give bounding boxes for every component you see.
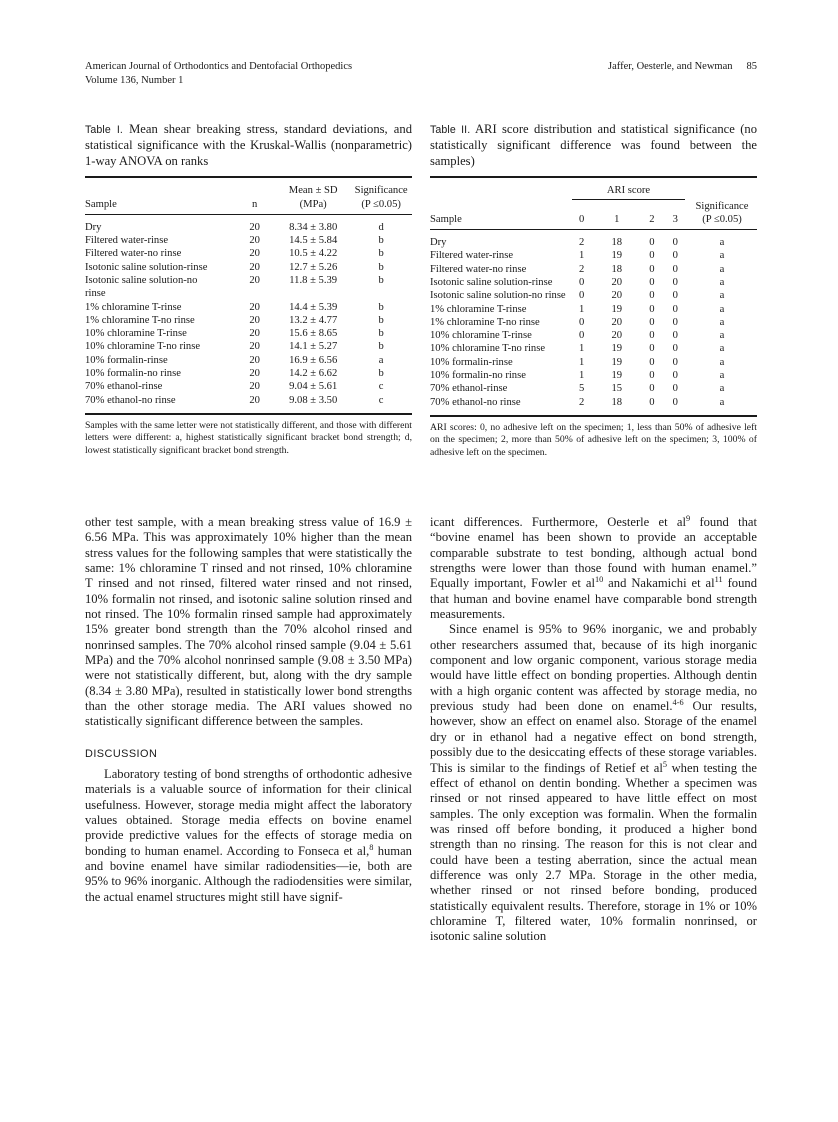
table-2-cell-significance: a xyxy=(719,303,725,315)
table-row xyxy=(85,301,412,314)
table-2-cell-score-0: 1 xyxy=(579,303,585,315)
right-para-1-b: found that “bovine enamel has been shown to provide an acceptable comparable substrate to test bonding, although actual bond strengths were lower than those found with human enamel.” Equally important, Fowler et al xyxy=(430,515,757,591)
table-2-cell-score-2: 0 xyxy=(649,330,655,342)
table-1-cell-mean: 11.8 ± 5.39 xyxy=(289,275,338,286)
citation-8: 8 xyxy=(369,842,374,852)
table-2-cell-score-3: 0 xyxy=(672,316,678,328)
table-1-cell-mean: 8.34 ± 3.80 xyxy=(289,221,338,233)
table-2-cell-score-2: 0 xyxy=(649,237,655,249)
table-1-cell-n: 20 xyxy=(249,221,260,233)
column-left xyxy=(85,122,412,904)
table-2-cell-score-2: 0 xyxy=(649,277,655,288)
table-2-cell-score-1: 18 xyxy=(611,237,623,249)
table-2-cell-score-1: 15 xyxy=(611,383,623,395)
section-heading-discussion: DISCUSSION xyxy=(85,747,158,760)
table-2-cell-sample: 1% chloramine T-no rinse xyxy=(430,316,540,328)
citation-4-6: 4-6 xyxy=(672,697,684,707)
table-1-label: Table I. xyxy=(85,124,123,136)
table-1-th-mean xyxy=(276,184,350,211)
table-1-cell-sample: 1% chloramine T-rinse xyxy=(85,301,182,313)
table-2-cell-sample: 10% chloramine T-no rinse xyxy=(430,343,546,355)
table-2-cell-score-3: 0 xyxy=(672,263,678,275)
table-1-cell-sample: 10% chloramine T-no rinse xyxy=(85,341,201,353)
table-2-cell-score-0: 0 xyxy=(579,330,585,342)
table-2-cell-score-1: 20 xyxy=(611,330,623,342)
table-2-cell-sample: 10% formalin-rinse xyxy=(430,356,513,368)
table-1-cell-significance: b xyxy=(378,341,384,353)
right-para-1 xyxy=(430,515,757,622)
table-2-cell-score-0: 2 xyxy=(579,263,585,275)
table-2-th-score-3: 3 xyxy=(672,213,678,225)
table-row xyxy=(430,369,757,382)
table-2-cell-score-1: 19 xyxy=(611,343,623,355)
table-1-cell-n: 20 xyxy=(249,314,260,326)
table-1-cell-n: 20 xyxy=(249,248,260,260)
table-1-cell-sample: 70% ethanol-rinse xyxy=(85,381,163,393)
table-2-cell-score-0: 5 xyxy=(579,383,585,395)
table-2-cell-score-2: 0 xyxy=(649,303,655,315)
table-1-caption xyxy=(85,122,412,169)
table-1-cell-sample: 10% formalin-no rinse xyxy=(85,368,181,380)
table-2-cell-score-0: 2 xyxy=(579,396,585,408)
table-row xyxy=(85,221,412,234)
right-para-2-c: when testing the effect of ethanol on dentin bonding. Whether a specimen was rinsed or not rinsed appeared to have little effect on most samples. The only exception was formalin. When the formalin was rinsed off before bonding, it produced a higher bond strength than no rinsing. The reason for this is not clear and could have been a testing aberration, since the actual mean difference was only 2.7 MPa. Storage in the other media, whether rinsed or not rinsed before bonding, produced statistically equivalent results. Therefore, storage in 1% or 10% chloramine T, filtered water, 10% formalin nonrinsed, or isotonic saline solution xyxy=(430,760,757,944)
table-2-cell-significance: a xyxy=(719,277,725,288)
table-1-cell-n: 20 xyxy=(249,261,260,273)
table-2-cell-significance: a xyxy=(719,396,725,408)
right-para-1-d: found that human and bovine enamel have comparable bond strength measurements. xyxy=(430,576,757,622)
table-1-cell-n: 20 xyxy=(249,368,260,380)
right-para-2-a: Since enamel is 95% to 96% inorganic, we and probably other researchers assumed that, because of its high inorganic component and low organic component, various storage media would have little effect on bonding properties. Although dentin with a high organic content was affected by storage media, no previous study had been done on enamel. xyxy=(430,622,757,714)
running-head xyxy=(85,60,757,88)
citation-5: 5 xyxy=(662,759,668,769)
table-1-cell-n: 20 xyxy=(249,341,260,353)
table-2-th-sample: Sample xyxy=(430,213,462,225)
table-row xyxy=(85,261,412,274)
table-1-cell-sample: Isotonic saline solution-no xyxy=(85,275,198,286)
table-2-cell-score-3: 0 xyxy=(672,303,678,315)
table-2-cell-significance: a xyxy=(719,237,725,249)
table-2-cell-score-3: 0 xyxy=(672,396,678,408)
table-1-cell-n: 20 xyxy=(249,394,260,406)
table-1-cell-sample: 70% ethanol-no rinse xyxy=(85,394,176,406)
table-1-cell-n: 20 xyxy=(249,235,260,247)
table-2-cell-score-0: 2 xyxy=(579,237,585,249)
table-2-cell-score-2: 0 xyxy=(649,290,655,302)
table-2-cell-score-1: 20 xyxy=(611,316,623,328)
table-1-bottom-rule xyxy=(85,413,412,415)
table-2-cell-score-1: 19 xyxy=(611,356,623,368)
table-2-cell-score-1: 20 xyxy=(611,290,623,302)
table-2-cell-sample: Filtered water-no rinse xyxy=(430,263,527,275)
table-2-cell-score-2: 0 xyxy=(649,383,655,395)
table-1-cell-significance: b xyxy=(378,275,384,286)
table-1-th-sig-line2: (P ≤0.05) xyxy=(361,198,401,210)
table-2-cell-score-0: 0 xyxy=(579,290,585,302)
table-row xyxy=(430,303,757,316)
table-2-cell-score-2: 0 xyxy=(649,250,655,262)
table-1-cell-n: 20 xyxy=(249,275,260,286)
table-1-cell-significance: b xyxy=(378,301,384,313)
table-1-cell-significance: d xyxy=(378,221,384,233)
table-2-cell-score-1: 19 xyxy=(611,303,623,315)
table-2-cell-significance: a xyxy=(719,290,725,302)
table-2-cell-sample: 10% formalin-no rinse xyxy=(430,370,526,382)
table-row xyxy=(430,382,757,395)
table-1-footnote: Samples with the same letter were not statistically different, and those with different letters were different: a, highest statistically significant bracket bond strength; d, lowest statistically significant bracket bond strength. xyxy=(85,419,412,456)
table-1-th-sample: Sample xyxy=(85,198,117,210)
citation-11: 11 xyxy=(714,575,723,585)
table-row xyxy=(430,249,757,262)
table-2-cell-score-3: 0 xyxy=(672,356,678,368)
table-row xyxy=(85,327,412,340)
table-row xyxy=(430,329,757,342)
table-2-cell-significance: a xyxy=(719,356,725,368)
table-row xyxy=(430,342,757,355)
right-para-2 xyxy=(430,622,757,944)
table-1 xyxy=(85,178,412,407)
table-2-cell-score-0: 0 xyxy=(579,277,585,288)
table-1-cell-mean: 13.2 ± 4.77 xyxy=(289,314,338,326)
right-para-2-b: Our results, however, show an effect on enamel also. Storage of the enamel dry or in ethanol had a negative effect on bond strength, possibly due to the desiccating effects of these storage variables. This is similar to the findings of Retief et al xyxy=(430,699,758,775)
table-row xyxy=(85,380,412,393)
table-row xyxy=(85,367,412,380)
table-2-caption-text: ARI score distribution and statistical significance (no statistically significant difference was found between the samples) xyxy=(430,122,757,168)
table-2-group-header-row xyxy=(430,184,757,199)
table-2-cell-score-3: 0 xyxy=(672,277,678,288)
table-2-group-label-ari: ARI score xyxy=(572,184,685,199)
table-2-cell-score-2: 0 xyxy=(649,370,655,382)
table-1-th-n: n xyxy=(252,198,258,210)
table-2-cell-score-2: 0 xyxy=(649,316,655,328)
table-row xyxy=(430,263,757,276)
table-2-footnote: ARI scores: 0, no adhesive left on the specimen; 1, less than 50% of adhesive left on the specimen; 2, more than 50% of adhesive left on the specimen; 3, 100% of adhesive left on the specimen. xyxy=(430,421,757,458)
citation-10: 10 xyxy=(594,575,604,585)
table-row xyxy=(85,234,412,247)
table-row xyxy=(85,314,412,327)
table-2-cell-score-2: 0 xyxy=(649,396,655,408)
table-1-block xyxy=(85,122,412,457)
page-number: 85 xyxy=(746,61,757,72)
table-1-cell-mean: 16.9 ± 6.56 xyxy=(289,354,338,366)
table-1-cell-significance: b xyxy=(378,328,384,340)
table-row xyxy=(430,236,757,249)
table-row xyxy=(430,289,757,302)
table-2-cell-score-3: 0 xyxy=(672,250,678,262)
table-2-cell-score-2: 0 xyxy=(649,356,655,368)
table-1-th-significance xyxy=(350,184,412,211)
table-1-cell-mean: 14.2 ± 6.62 xyxy=(289,368,338,380)
table-row xyxy=(430,396,757,409)
right-text-block xyxy=(430,515,757,945)
table-1-cell-n: 20 xyxy=(249,301,260,313)
table-1-cell-significance: c xyxy=(378,394,384,406)
table-1-cell-sample: Dry xyxy=(85,221,102,233)
journal-title: American Journal of Orthodontics and Dentofacial Orthopedics xyxy=(85,61,353,72)
table-1-cell-sample: 10% chloramine T-rinse xyxy=(85,328,187,340)
table-row-continuation xyxy=(85,287,412,300)
running-head-authors xyxy=(608,60,757,74)
table-2-cell-score-0: 1 xyxy=(579,356,585,368)
table-2-cell-score-1: 19 xyxy=(611,370,623,382)
table-1-cell-mean: 12.7 ± 5.26 xyxy=(289,261,338,273)
table-2-cell-score-0: 1 xyxy=(579,250,585,262)
table-2-cell-score-3: 0 xyxy=(672,383,678,395)
table-2-cell-sample: Dry xyxy=(430,237,447,249)
table-1-cell-sample: Filtered water-no rinse xyxy=(85,248,182,260)
table-2-cell-significance: a xyxy=(719,250,725,262)
table-2-th-sig-line1: Significance xyxy=(695,200,749,212)
table-row xyxy=(430,276,757,289)
table-2-cell-sample: Isotonic saline solution-no rinse xyxy=(430,290,566,302)
table-2-cell-score-2: 0 xyxy=(649,263,655,275)
table-1-cell-mean: 14.5 ± 5.84 xyxy=(289,235,338,247)
table-1-cell-sample: 10% formalin-rinse xyxy=(85,354,168,366)
table-2-cell-score-0: 0 xyxy=(579,316,585,328)
table-2-body xyxy=(430,236,757,409)
table-2-cell-score-1: 20 xyxy=(611,277,623,288)
table-1-cell-sample-cont: rinse xyxy=(85,288,106,300)
column-right xyxy=(430,122,758,944)
author-list: Jaffer, Oesterle, and Newman xyxy=(608,61,733,72)
right-para-1-a: icant differences. Furthermore, Oesterle et al xyxy=(430,515,686,529)
table-2-cell-score-1: 18 xyxy=(611,396,623,408)
table-1-caption-text: Mean shear breaking stress, standard deviations, and statistical significance with the Kruskal-Wallis (nonparametric) 1-way ANOVA on ranks xyxy=(85,122,412,168)
table-1-cell-mean: 14.4 ± 5.39 xyxy=(289,301,338,313)
table-2-cell-significance: a xyxy=(719,383,725,395)
table-1-cell-mean: 15.6 ± 8.65 xyxy=(289,328,338,340)
table-2-cell-significance: a xyxy=(719,370,725,382)
table-2-cell-score-3: 0 xyxy=(672,370,678,382)
left-text-block xyxy=(85,515,412,905)
table-2-label: Table II. xyxy=(430,124,471,136)
table-2-cell-sample: 10% chloramine T-rinse xyxy=(430,330,532,342)
table-2-cell-score-1: 19 xyxy=(611,250,623,262)
table-1-cell-significance: b xyxy=(378,235,384,247)
table-row xyxy=(85,340,412,353)
table-1-cell-n: 20 xyxy=(249,354,260,366)
table-1-cell-significance: b xyxy=(378,248,384,260)
table-2-cell-score-3: 0 xyxy=(672,237,678,249)
left-para-discussion-1 xyxy=(85,767,412,905)
table-1-cell-mean: 10.5 ± 4.22 xyxy=(289,248,338,260)
left-para-discussion-1-pre: Laboratory testing of bond strengths of orthodontic adhesive materials is a valuable source of information for their clinical usefulness. However, storage media might affect the laboratory values obtained. Storage media effects on bovine enamel provide predictive values for the effects of storage media on bonding to human enamel. According to Fonseca et al, xyxy=(85,766,412,858)
table-1-cell-significance: a xyxy=(378,354,384,366)
table-1-cell-sample: Filtered water-rinse xyxy=(85,235,169,247)
table-2-cell-significance: a xyxy=(719,330,725,342)
table-1-cell-significance: b xyxy=(378,368,384,380)
table-2-cell-sample: 1% chloramine T-rinse xyxy=(430,303,527,315)
table-2-cell-sample: 70% ethanol-no rinse xyxy=(430,396,521,408)
table-row xyxy=(85,247,412,260)
left-para-results: other test sample, with a mean breaking stress value of 16.9 ± 6.56 MPa. This was approximately 10% higher than the mean stress values for the following samples that were statistically the same: 1% chloramine T rinsed and not rinsed, 10% chloramine T rinsed and not rinsed, filtered water rinsed and not rinsed, 10% formalin not rinsed, and isotonic saline solution rinsed and not rinsed. The 10% formalin rinsed sample had approximately 15% greater bond strength than the 70% alcohol rinsed and nonrinsed samples. The 70% alcohol rinsed sample (9.04 ± 5.61 MPa) and the 70% alcohol nonrinsed sample (9.08 ± 3.50 MPa) were not statistically different, but, along with the dry sample (8.34 ± 3.80 MPa), resulted in statistically lower bond strengths than the other storage media. The ARI values showed no statistically significant difference between the samples. xyxy=(85,515,412,729)
table-row xyxy=(85,354,412,367)
table-1-cell-significance: b xyxy=(378,314,384,326)
table-1-cell-sample: Isotonic saline solution-rinse xyxy=(85,261,208,273)
table-1-cell-mean: 14.1 ± 5.27 xyxy=(289,341,338,353)
table-2-bottom-rule xyxy=(430,415,757,417)
table-1-cell-n: 20 xyxy=(249,381,260,393)
table-2-cell-score-0: 1 xyxy=(579,343,585,355)
citation-9: 9 xyxy=(686,513,691,523)
table-2-cell-significance: a xyxy=(719,316,725,328)
running-head-journal xyxy=(85,60,352,88)
table-2-block xyxy=(430,122,757,459)
table-2-th-sig-line2: (P ≤0.05) xyxy=(702,213,742,225)
table-2 xyxy=(430,178,757,409)
table-2-cell-sample: Filtered water-rinse xyxy=(430,250,514,262)
table-2-cell-score-3: 0 xyxy=(672,330,678,342)
table-2-caption xyxy=(430,122,757,169)
table-2-cell-significance: a xyxy=(719,263,725,275)
table-2-th-score-0: 0 xyxy=(579,213,585,225)
table-1-th-mean-line1: Mean ± SD xyxy=(288,185,338,197)
table-1-header-row xyxy=(85,184,412,211)
table-2-cell-score-1: 18 xyxy=(611,263,623,275)
table-2-cell-score-3: 0 xyxy=(672,290,678,302)
table-1-th-mean-line2: (MPa) xyxy=(299,198,327,210)
table-2-th-score-2: 2 xyxy=(649,213,655,225)
table-2-cell-score-0: 1 xyxy=(579,370,585,382)
table-2-th-significance xyxy=(687,200,757,227)
left-para-discussion-1-post: human and bovine enamel have similar radiodensities—ie, both are 95% to 96% inorganic. Although the radiodensities were similar, the actual enamel structures might still have signif- xyxy=(85,843,412,904)
table-2-cell-score-3: 0 xyxy=(672,343,678,355)
table-1-cell-n: 20 xyxy=(249,328,260,340)
table-1-cell-sample: 1% chloramine T-no rinse xyxy=(85,314,195,326)
table-2-header-row xyxy=(430,200,757,227)
table-1-cell-mean: 9.08 ± 3.50 xyxy=(289,394,338,406)
table-1-cell-mean: 9.04 ± 5.61 xyxy=(289,381,338,393)
table-1-body xyxy=(85,221,412,407)
right-para-1-c: and Nakamichi et al xyxy=(603,576,715,591)
table-2-cell-sample: 70% ethanol-rinse xyxy=(430,383,508,395)
table-row xyxy=(85,394,412,407)
journal-volume: Volume 136, Number 1 xyxy=(85,75,184,86)
table-1-th-sig-line1: Significance xyxy=(354,185,408,197)
table-1-cell-significance: c xyxy=(378,381,384,393)
table-2-cell-sample: Isotonic saline solution-rinse xyxy=(430,277,553,288)
table-2-cell-significance: a xyxy=(719,343,725,355)
table-row xyxy=(430,356,757,369)
table-1-cell-significance: b xyxy=(378,261,384,273)
table-2-cell-score-2: 0 xyxy=(649,343,655,355)
table-row xyxy=(85,274,412,287)
table-row xyxy=(430,316,757,329)
table-2-th-score-1: 1 xyxy=(614,213,620,225)
